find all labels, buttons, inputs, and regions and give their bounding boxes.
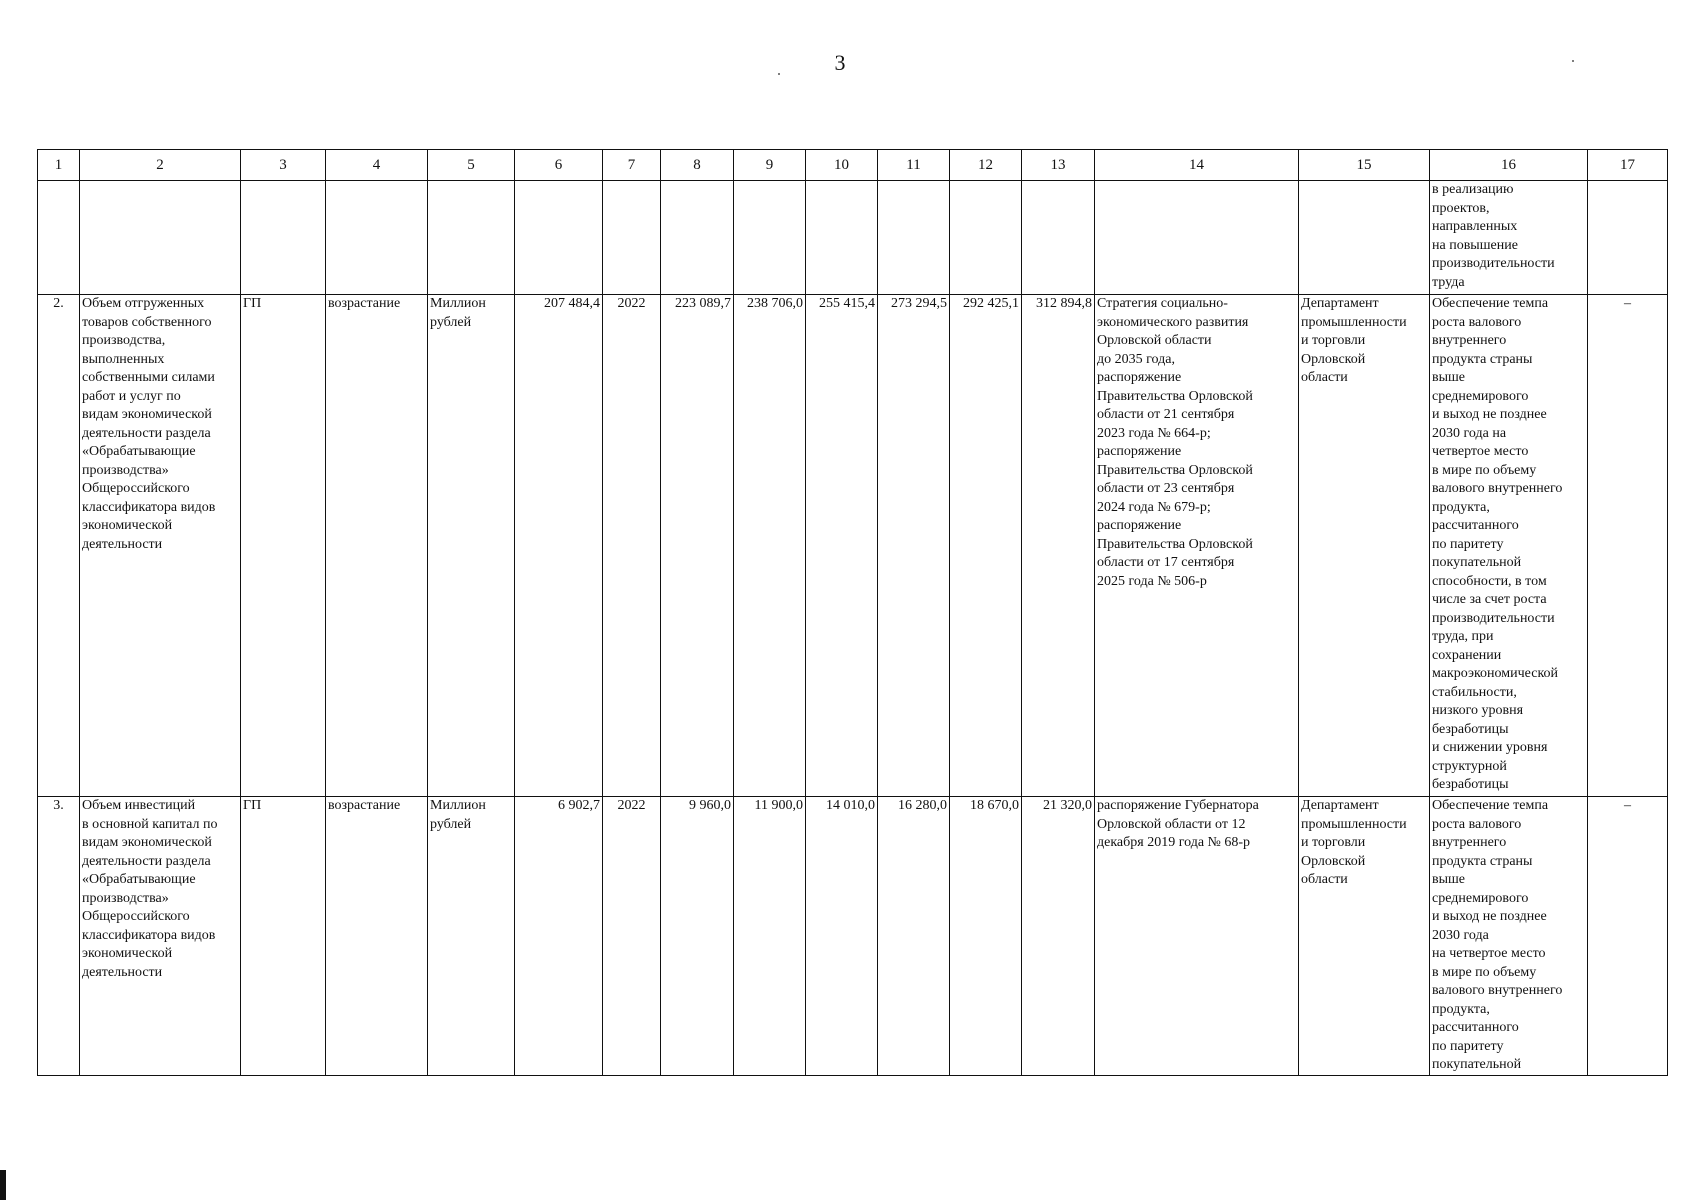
cell-document: распоряжение Губернатора Орловской области от 12 декабря 2019 года № 68-р <box>1095 797 1299 1076</box>
column-header: 16 <box>1430 150 1588 181</box>
scan-speck <box>778 73 780 75</box>
cell-document: Стратегия социально- экономического развития Орловской области до 2035 года, распоряжение Правительства Орловской области от 21 сентября 2023 года № 664-р; распоряжение Правительства Орловской области от 23 сентября 2024 года № 679-р; распоряжение Правительства Орловской области от 17 сентября 2025 года № 506-р <box>1095 295 1299 797</box>
cell-number: 3. <box>38 797 80 1076</box>
cell-base-year: 2022 <box>603 295 661 797</box>
column-header: 8 <box>661 150 734 181</box>
cell-level: ГП <box>241 797 326 1076</box>
cell-goal: в реализацию проектов, направленных на повышение производительности труда <box>1430 181 1588 295</box>
cell-value: 223 089,7 <box>661 295 734 797</box>
cell-goal: Обеспечение темпа роста валового внутреннего продукта страны выше среднемирового и выход не позднее 2030 года на четвертое место в мире по объему валового внутреннего продукта, рассчитанного по паритету покупательной способности, в том числе за счет роста производительности труда, при сохранении макроэкономической стабильности, низкого уровня безработицы и снижении уровня структурной безработицы <box>1430 295 1588 797</box>
cell-level: ГП <box>241 295 326 797</box>
cell-indicator: Объем отгруженных товаров собственного производства, выполненных собственными силами работ и услуг по видам экономической деятельности раздела «Обрабатывающие производства» Общероссийского классификатора видов экономической деятельности <box>80 295 241 797</box>
cell-base-year <box>603 181 661 295</box>
column-header: 17 <box>1588 150 1668 181</box>
cell-value <box>878 181 950 295</box>
cell-trend <box>326 181 428 295</box>
cell-note <box>1588 181 1668 295</box>
cell-document <box>1095 181 1299 295</box>
cell-responsible: Департамент промышленности и торговли Орловской области <box>1299 295 1430 797</box>
column-header: 9 <box>734 150 806 181</box>
cell-indicator: Объем инвестиций в основной капитал по видам экономической деятельности раздела «Обрабатывающие производства» Общероссийского классификатора видов экономической деятельности <box>80 797 241 1076</box>
cell-value: 21 320,0 <box>1022 797 1095 1076</box>
cell-value <box>1022 181 1095 295</box>
column-header: 11 <box>878 150 950 181</box>
column-header: 15 <box>1299 150 1430 181</box>
cell-note: – <box>1588 797 1668 1076</box>
cell-value: 9 960,0 <box>661 797 734 1076</box>
cell-value: 16 280,0 <box>878 797 950 1076</box>
cell-base-value: 207 484,4 <box>515 295 603 797</box>
table-row <box>38 181 1668 295</box>
cell-value: 292 425,1 <box>950 295 1022 797</box>
cell-value: 18 670,0 <box>950 797 1022 1076</box>
cell-base-year: 2022 <box>603 797 661 1076</box>
column-header: 14 <box>1095 150 1299 181</box>
cell-indicator <box>80 181 241 295</box>
cell-unit <box>428 181 515 295</box>
column-header: 4 <box>326 150 428 181</box>
cell-value <box>734 181 806 295</box>
indicators-table <box>37 149 1668 1076</box>
cell-base-value: 6 902,7 <box>515 797 603 1076</box>
column-header: 10 <box>806 150 878 181</box>
cell-value: 11 900,0 <box>734 797 806 1076</box>
cell-level <box>241 181 326 295</box>
cell-responsible <box>1299 181 1430 295</box>
column-header-row <box>38 150 1668 181</box>
cell-value <box>806 181 878 295</box>
cell-responsible: Департамент промышленности и торговли Орловской области <box>1299 797 1430 1076</box>
table-row <box>38 295 1668 797</box>
cell-unit: Миллион рублей <box>428 295 515 797</box>
column-header: 13 <box>1022 150 1095 181</box>
cell-base-value <box>515 181 603 295</box>
cell-trend: возрастание <box>326 797 428 1076</box>
table-row <box>38 797 1668 1076</box>
column-header: 6 <box>515 150 603 181</box>
column-header: 1 <box>38 150 80 181</box>
cell-value <box>950 181 1022 295</box>
column-header: 2 <box>80 150 241 181</box>
page-number: 3 <box>834 50 846 75</box>
cell-goal: Обеспечение темпа роста валового внутреннего продукта страны выше среднемирового и выход не позднее 2030 года на четвертое место в мире по объему валового внутреннего продукта, рассчитанного по паритету покупательной <box>1430 797 1588 1076</box>
cell-value: 312 894,8 <box>1022 295 1095 797</box>
cell-note: – <box>1588 295 1668 797</box>
cell-value: 255 415,4 <box>806 295 878 797</box>
cell-number: 2. <box>38 295 80 797</box>
cell-value <box>661 181 734 295</box>
cell-number <box>38 181 80 295</box>
scan-speck <box>1572 60 1574 62</box>
cell-unit: Миллион рублей <box>428 797 515 1076</box>
cell-value: 273 294,5 <box>878 295 950 797</box>
cell-trend: возрастание <box>326 295 428 797</box>
cell-value: 238 706,0 <box>734 295 806 797</box>
scan-edge-mark <box>0 1170 6 1200</box>
column-header: 12 <box>950 150 1022 181</box>
column-header: 7 <box>603 150 661 181</box>
column-header: 5 <box>428 150 515 181</box>
column-header: 3 <box>241 150 326 181</box>
cell-value: 14 010,0 <box>806 797 878 1076</box>
